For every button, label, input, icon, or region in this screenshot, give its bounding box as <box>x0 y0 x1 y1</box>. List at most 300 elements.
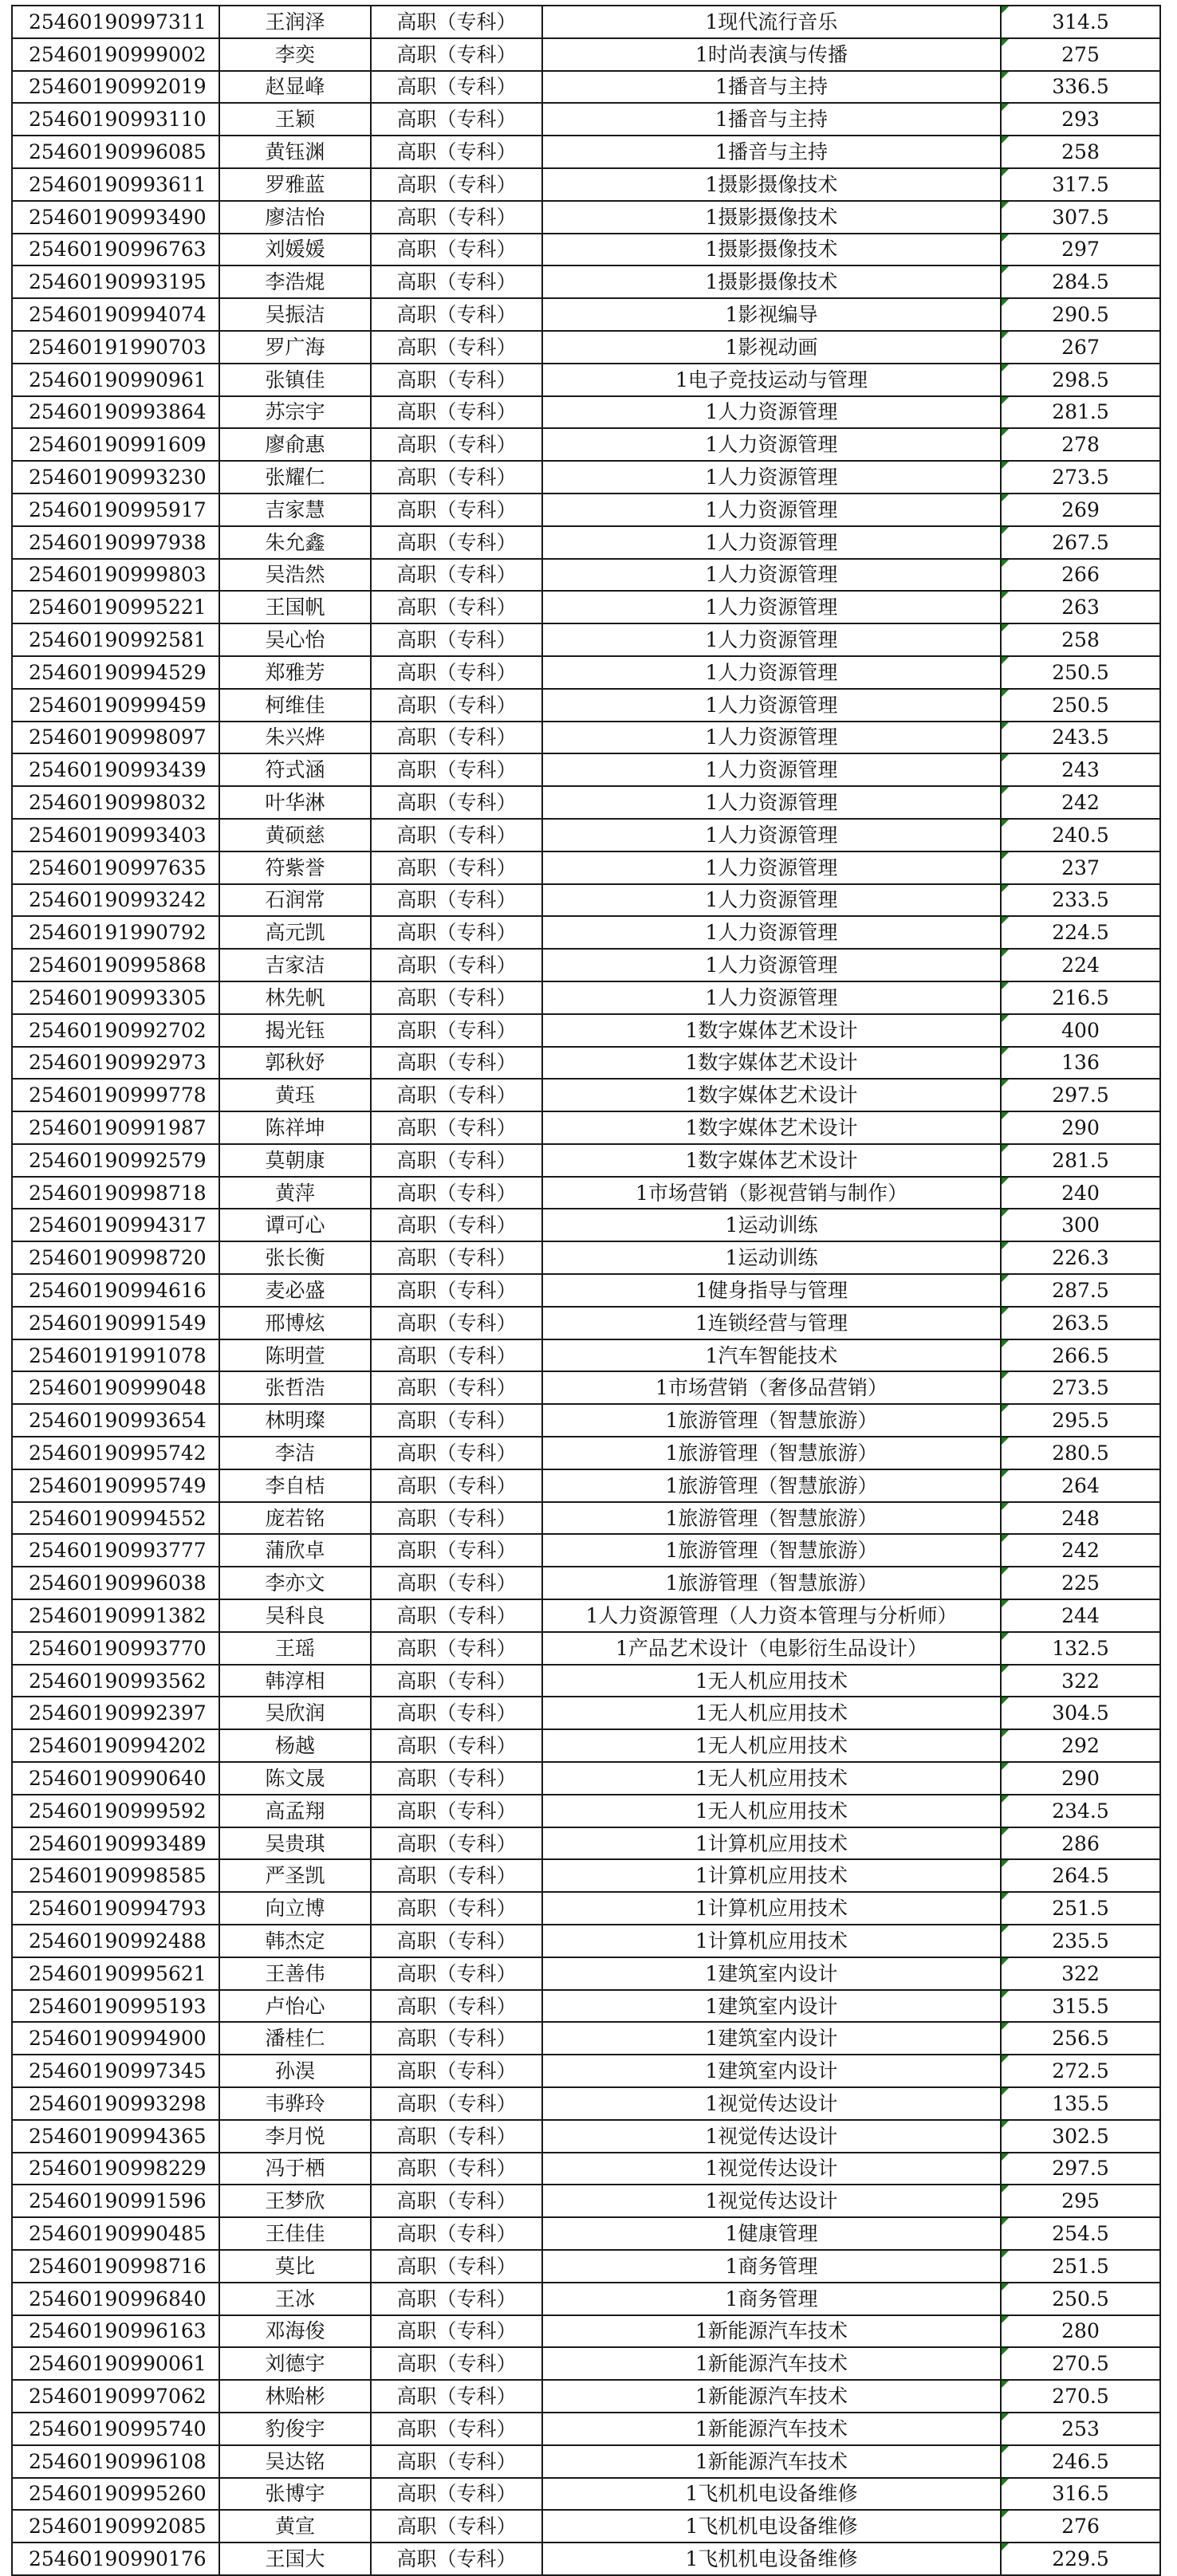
education-level-cell: 高职（专科） <box>371 2315 542 2348</box>
candidate-id-cell: 25460190997938 <box>12 526 219 559</box>
candidate-id-cell: 25460190993611 <box>12 168 219 201</box>
candidate-id-cell: 25460190991596 <box>12 2185 219 2217</box>
score-cell: 246.5 <box>1001 2445 1160 2478</box>
table-row <box>12 428 1160 461</box>
major-cell: 1计算机应用技术 <box>542 1892 1001 1925</box>
candidate-id-cell: 25460190994317 <box>12 1209 219 1241</box>
candidate-id-cell: 25460190992579 <box>12 1144 219 1177</box>
table-row <box>12 38 1160 71</box>
table-row <box>12 168 1160 201</box>
score-cell: 307.5 <box>1001 201 1160 234</box>
major-cell: 1产品艺术设计（电影衍生品设计） <box>542 1632 1001 1665</box>
student-name-cell: 庞若铭 <box>219 1502 371 1535</box>
student-name-cell: 刘德宇 <box>219 2347 371 2380</box>
major-cell: 1人力资源管理 <box>542 494 1001 526</box>
candidate-id-cell: 25460190997311 <box>12 6 219 38</box>
student-name-cell: 吉家洁 <box>219 949 371 981</box>
candidate-id-cell: 25460190996085 <box>12 136 219 168</box>
candidate-id-cell: 25460190995868 <box>12 949 219 981</box>
student-name-cell: 廖俞惠 <box>219 428 371 461</box>
education-level-cell: 高职（专科） <box>371 1990 542 2023</box>
student-name-cell: 王颖 <box>219 103 371 136</box>
student-name-cell: 李自桔 <box>219 1469 371 1502</box>
candidate-id-cell: 25460190990176 <box>12 2543 219 2575</box>
candidate-id-cell: 25460190990640 <box>12 1762 219 1795</box>
major-cell: 1数字媒体艺术设计 <box>542 1014 1001 1047</box>
score-cell: 286 <box>1001 1827 1160 1860</box>
score-cell: 224.5 <box>1001 916 1160 949</box>
score-cell: 250.5 <box>1001 656 1160 689</box>
candidate-id-cell: 25460190991549 <box>12 1307 219 1339</box>
table-row <box>12 265 1160 298</box>
candidate-id-cell: 25460190999048 <box>12 1371 219 1404</box>
major-cell: 1建筑室内设计 <box>542 2055 1001 2087</box>
education-level-cell: 高职（专科） <box>371 2087 542 2120</box>
major-cell: 1旅游管理（智慧旅游） <box>542 1502 1001 1535</box>
education-level-cell: 高职（专科） <box>371 916 542 949</box>
major-cell: 1无人机应用技术 <box>542 1795 1001 1827</box>
score-cell: 224 <box>1001 949 1160 981</box>
table-row <box>12 494 1160 526</box>
score-cell: 269 <box>1001 494 1160 526</box>
score-cell: 237 <box>1001 851 1160 884</box>
education-level-cell: 高职（专科） <box>371 2413 542 2445</box>
education-level-cell: 高职（专科） <box>371 103 542 136</box>
table-row <box>12 2315 1160 2348</box>
table-row <box>12 1437 1160 1469</box>
major-cell: 1人力资源管理 <box>542 526 1001 559</box>
score-cell: 254.5 <box>1001 2217 1160 2250</box>
candidate-id-cell: 25460190994552 <box>12 1502 219 1535</box>
table-row <box>12 2510 1160 2543</box>
student-name-cell: 吴贵琪 <box>219 1827 371 1860</box>
table-row <box>12 1795 1160 1827</box>
student-name-cell: 韦骅玲 <box>219 2087 371 2120</box>
score-cell: 258 <box>1001 623 1160 656</box>
major-cell: 1建筑室内设计 <box>542 1957 1001 1990</box>
table-row <box>12 1827 1160 1860</box>
table-row <box>12 559 1160 592</box>
table-row <box>12 722 1160 754</box>
education-level-cell: 高职（专科） <box>371 2478 542 2511</box>
education-level-cell: 高职（专科） <box>371 2153 542 2185</box>
candidate-id-cell: 25460190996108 <box>12 2445 219 2478</box>
student-name-cell: 孙淏 <box>219 2055 371 2087</box>
student-name-cell: 陈祥坤 <box>219 1111 371 1144</box>
candidate-id-cell: 25460190995749 <box>12 1469 219 1502</box>
candidate-id-cell: 25460190993305 <box>12 981 219 1014</box>
candidate-id-cell: 25460190999592 <box>12 1795 219 1827</box>
candidate-id-cell: 25460190995621 <box>12 1957 219 1990</box>
table-row <box>12 851 1160 884</box>
student-name-cell: 莫比 <box>219 2250 371 2283</box>
student-name-cell: 邓海俊 <box>219 2315 371 2348</box>
table-row <box>12 1534 1160 1567</box>
table-row <box>12 461 1160 494</box>
major-cell: 1商务管理 <box>542 2250 1001 2283</box>
education-level-cell: 高职（专科） <box>371 396 542 429</box>
candidate-id-cell: 25460190993298 <box>12 2087 219 2120</box>
student-name-cell: 揭光钰 <box>219 1014 371 1047</box>
student-name-cell: 王国帆 <box>219 591 371 623</box>
score-cell: 240 <box>1001 1177 1160 1209</box>
major-cell: 1新能源汽车技术 <box>542 2413 1001 2445</box>
candidate-id-cell: 25460190993864 <box>12 396 219 429</box>
score-cell: 229.5 <box>1001 2543 1160 2575</box>
candidate-id-cell: 25460190998032 <box>12 786 219 819</box>
candidate-id-cell: 25460190993242 <box>12 884 219 917</box>
major-cell: 1人力资源管理 <box>542 916 1001 949</box>
education-level-cell: 高职（专科） <box>371 1241 542 1274</box>
score-cell: 322 <box>1001 1957 1160 1990</box>
student-name-cell: 林明璨 <box>219 1404 371 1437</box>
candidate-id-cell: 25460190995740 <box>12 2413 219 2445</box>
score-cell: 280.5 <box>1001 1437 1160 1469</box>
table-row <box>12 1339 1160 1372</box>
student-name-cell: 罗雅蓝 <box>219 168 371 201</box>
score-cell: 243 <box>1001 753 1160 786</box>
score-cell: 132.5 <box>1001 1632 1160 1665</box>
major-cell: 1播音与主持 <box>542 103 1001 136</box>
major-cell: 1健康管理 <box>542 2217 1001 2250</box>
candidate-id-cell: 25460190995260 <box>12 2478 219 2511</box>
table-row <box>12 331 1160 364</box>
table-row <box>12 2250 1160 2283</box>
score-cell: 295 <box>1001 2185 1160 2217</box>
education-level-cell: 高职（专科） <box>371 2283 542 2315</box>
table-row <box>12 136 1160 168</box>
major-cell: 1飞机机电设备维修 <box>542 2510 1001 2543</box>
education-level-cell: 高职（专科） <box>371 331 542 364</box>
table-row <box>12 689 1160 722</box>
candidate-id-cell: 25460190998720 <box>12 1241 219 1274</box>
table-row <box>12 2413 1160 2445</box>
table-row <box>12 1469 1160 1502</box>
table-row <box>12 234 1160 266</box>
candidate-id-cell: 25460190993195 <box>12 265 219 298</box>
candidate-id-cell: 25460190998716 <box>12 2250 219 2283</box>
score-cell: 287.5 <box>1001 1274 1160 1307</box>
table-row <box>12 2347 1160 2380</box>
table-row <box>12 884 1160 917</box>
education-level-cell: 高职（专科） <box>371 1665 542 1697</box>
table-row <box>12 1111 1160 1144</box>
education-level-cell: 高职（专科） <box>371 6 542 38</box>
education-level-cell: 高职（专科） <box>371 1697 542 1729</box>
student-name-cell: 王善伟 <box>219 1957 371 1990</box>
candidate-id-cell: 25460190993770 <box>12 1632 219 1665</box>
major-cell: 1播音与主持 <box>542 136 1001 168</box>
candidate-id-cell: 25460190999002 <box>12 38 219 71</box>
student-name-cell: 符紫誉 <box>219 851 371 884</box>
candidate-id-cell: 25460190995917 <box>12 494 219 526</box>
candidate-id-cell: 25460190997345 <box>12 2055 219 2087</box>
education-level-cell: 高职（专科） <box>371 2022 542 2055</box>
education-level-cell: 高职（专科） <box>371 753 542 786</box>
student-name-cell: 苏宗宇 <box>219 396 371 429</box>
education-level-cell: 高职（专科） <box>371 1632 542 1665</box>
student-name-cell: 林贻彬 <box>219 2380 371 2413</box>
student-name-cell: 吴欣润 <box>219 1697 371 1729</box>
score-cell: 242 <box>1001 1534 1160 1567</box>
student-name-cell: 王梦欣 <box>219 2185 371 2217</box>
education-level-cell: 高职（专科） <box>371 1404 542 1437</box>
table-row <box>12 656 1160 689</box>
major-cell: 1新能源汽车技术 <box>542 2445 1001 2478</box>
major-cell: 1摄影摄像技术 <box>542 168 1001 201</box>
candidate-id-cell: 25460190992581 <box>12 623 219 656</box>
candidate-id-cell: 25460190996763 <box>12 234 219 266</box>
score-cell: 317.5 <box>1001 168 1160 201</box>
score-cell: 250.5 <box>1001 2283 1160 2315</box>
education-level-cell: 高职（专科） <box>371 1795 542 1827</box>
major-cell: 1人力资源管理 <box>542 396 1001 429</box>
candidate-id-cell: 25460190992019 <box>12 71 219 104</box>
table-row <box>12 1599 1160 1632</box>
table-row <box>12 2055 1160 2087</box>
score-cell: 264 <box>1001 1469 1160 1502</box>
education-level-cell: 高职（专科） <box>371 2055 542 2087</box>
student-name-cell: 邢博炫 <box>219 1307 371 1339</box>
score-cell: 316.5 <box>1001 2478 1160 2511</box>
score-cell: 251.5 <box>1001 1892 1160 1925</box>
major-cell: 1计算机应用技术 <box>542 1925 1001 1957</box>
table-row <box>12 1762 1160 1795</box>
table-row <box>12 396 1160 429</box>
education-level-cell: 高职（专科） <box>371 1177 542 1209</box>
score-cell: 304.5 <box>1001 1697 1160 1729</box>
student-name-cell: 黄珏 <box>219 1079 371 1111</box>
major-cell: 1市场营销（影视营销与制作） <box>542 1177 1001 1209</box>
score-cell: 284.5 <box>1001 265 1160 298</box>
table-row <box>12 981 1160 1014</box>
candidate-id-cell: 25460190997635 <box>12 851 219 884</box>
major-cell: 1播音与主持 <box>542 71 1001 104</box>
major-cell: 1人力资源管理 <box>542 722 1001 754</box>
student-name-cell: 高孟翔 <box>219 1795 371 1827</box>
education-level-cell: 高职（专科） <box>371 461 542 494</box>
table-row <box>12 591 1160 623</box>
major-cell: 1无人机应用技术 <box>542 1762 1001 1795</box>
candidate-id-cell: 25460191990792 <box>12 916 219 949</box>
major-cell: 1新能源汽车技术 <box>542 2315 1001 2348</box>
candidate-id-cell: 25460190993439 <box>12 753 219 786</box>
education-level-cell: 高职（专科） <box>371 2250 542 2283</box>
education-level-cell: 高职（专科） <box>371 1534 542 1567</box>
major-cell: 1摄影摄像技术 <box>542 265 1001 298</box>
table-row <box>12 786 1160 819</box>
student-name-cell: 张耀仁 <box>219 461 371 494</box>
student-name-cell: 吴浩然 <box>219 559 371 592</box>
table-row <box>12 71 1160 104</box>
candidate-id-cell: 25460190994365 <box>12 2120 219 2153</box>
student-name-cell: 豹俊宇 <box>219 2413 371 2445</box>
table-row <box>12 1241 1160 1274</box>
major-cell: 1人力资源管理 <box>542 461 1001 494</box>
major-cell: 1商务管理 <box>542 2283 1001 2315</box>
major-cell: 1运动训练 <box>542 1241 1001 1274</box>
score-cell: 248 <box>1001 1502 1160 1535</box>
score-cell: 275 <box>1001 38 1160 71</box>
student-name-cell: 张长衡 <box>219 1241 371 1274</box>
table-row <box>12 1892 1160 1925</box>
score-cell: 267 <box>1001 331 1160 364</box>
education-level-cell: 高职（专科） <box>371 1762 542 1795</box>
education-level-cell: 高职（专科） <box>371 2347 542 2380</box>
major-cell: 1旅游管理（智慧旅游） <box>542 1534 1001 1567</box>
education-level-cell: 高职（专科） <box>371 1339 542 1372</box>
student-name-cell: 王国大 <box>219 2543 371 2575</box>
score-cell: 266 <box>1001 559 1160 592</box>
student-name-cell: 李浩焜 <box>219 265 371 298</box>
candidate-id-cell: 25460190990061 <box>12 2347 219 2380</box>
score-cell: 322 <box>1001 1665 1160 1697</box>
table-row <box>12 916 1160 949</box>
student-name-cell: 李亦文 <box>219 1567 371 1599</box>
education-level-cell: 高职（专科） <box>371 2380 542 2413</box>
education-level-cell: 高职（专科） <box>371 851 542 884</box>
score-cell: 226.3 <box>1001 1241 1160 1274</box>
major-cell: 1影视编导 <box>542 298 1001 331</box>
education-level-cell: 高职（专科） <box>371 526 542 559</box>
major-cell: 1计算机应用技术 <box>542 1859 1001 1892</box>
candidate-id-cell: 25460190998718 <box>12 1177 219 1209</box>
major-cell: 1人力资源管理 <box>542 559 1001 592</box>
education-level-cell: 高职（专科） <box>371 2510 542 2543</box>
candidate-id-cell: 25460190991987 <box>12 1111 219 1144</box>
admission-score-table <box>11 5 1161 2576</box>
candidate-id-cell: 25460190993403 <box>12 819 219 851</box>
education-level-cell: 高职（专科） <box>371 1371 542 1404</box>
score-cell: 267.5 <box>1001 526 1160 559</box>
score-cell: 302.5 <box>1001 2120 1160 2153</box>
score-cell: 290.5 <box>1001 298 1160 331</box>
student-name-cell: 陈明萱 <box>219 1339 371 1372</box>
candidate-id-cell: 25460190997062 <box>12 2380 219 2413</box>
major-cell: 1人力资源管理 <box>542 851 1001 884</box>
student-name-cell: 黄萍 <box>219 1177 371 1209</box>
major-cell: 1人力资源管理（人力资本管理与分析师） <box>542 1599 1001 1632</box>
table-row <box>12 1371 1160 1404</box>
student-name-cell: 罗广海 <box>219 331 371 364</box>
major-cell: 1现代流行音乐 <box>542 6 1001 38</box>
education-level-cell: 高职（专科） <box>371 1729 542 1762</box>
candidate-id-cell: 25460190995193 <box>12 1990 219 2023</box>
major-cell: 1新能源汽车技术 <box>542 2380 1001 2413</box>
candidate-id-cell: 25460190999459 <box>12 689 219 722</box>
table-row <box>12 298 1160 331</box>
student-name-cell: 吴心怡 <box>219 623 371 656</box>
education-level-cell: 高职（专科） <box>371 1957 542 1990</box>
student-name-cell: 李奕 <box>219 38 371 71</box>
major-cell: 1电子竞技运动与管理 <box>542 364 1001 396</box>
table-row <box>12 753 1160 786</box>
score-cell: 270.5 <box>1001 2380 1160 2413</box>
candidate-id-cell: 25460190993654 <box>12 1404 219 1437</box>
candidate-id-cell: 25460190993230 <box>12 461 219 494</box>
education-level-cell: 高职（专科） <box>371 819 542 851</box>
table-row <box>12 2120 1160 2153</box>
score-cell: 281.5 <box>1001 1144 1160 1177</box>
candidate-id-cell: 25460191990703 <box>12 331 219 364</box>
student-name-cell: 吴达铭 <box>219 2445 371 2478</box>
table-row <box>12 1665 1160 1697</box>
student-name-cell: 潘桂仁 <box>219 2022 371 2055</box>
student-name-cell: 吴科良 <box>219 1599 371 1632</box>
candidate-id-cell: 25460190996163 <box>12 2315 219 2348</box>
major-cell: 1旅游管理（智慧旅游） <box>542 1404 1001 1437</box>
student-name-cell: 李洁 <box>219 1437 371 1469</box>
major-cell: 1数字媒体艺术设计 <box>542 1111 1001 1144</box>
major-cell: 1人力资源管理 <box>542 981 1001 1014</box>
student-name-cell: 卢怡心 <box>219 1990 371 2023</box>
table-row <box>12 1307 1160 1339</box>
candidate-id-cell: 25460190993562 <box>12 1665 219 1697</box>
major-cell: 1人力资源管理 <box>542 623 1001 656</box>
education-level-cell: 高职（专科） <box>371 136 542 168</box>
score-cell: 297.5 <box>1001 1079 1160 1111</box>
table-row <box>12 2185 1160 2217</box>
score-cell: 270.5 <box>1001 2347 1160 2380</box>
major-cell: 1旅游管理（智慧旅游） <box>542 1567 1001 1599</box>
score-cell: 242 <box>1001 786 1160 819</box>
candidate-id-cell: 25460190994900 <box>12 2022 219 2055</box>
education-level-cell: 高职（专科） <box>371 1567 542 1599</box>
score-cell: 251.5 <box>1001 2250 1160 2283</box>
education-level-cell: 高职（专科） <box>371 1469 542 1502</box>
education-level-cell: 高职（专科） <box>371 1827 542 1860</box>
major-cell: 1人力资源管理 <box>542 949 1001 981</box>
table-row <box>12 1567 1160 1599</box>
score-cell: 293 <box>1001 103 1160 136</box>
student-name-cell: 张镇佳 <box>219 364 371 396</box>
table-row <box>12 1990 1160 2023</box>
education-level-cell: 高职（专科） <box>371 234 542 266</box>
education-level-cell: 高职（专科） <box>371 623 542 656</box>
student-name-cell: 谭可心 <box>219 1209 371 1241</box>
candidate-id-cell: 25460190993110 <box>12 103 219 136</box>
table-row <box>12 1697 1160 1729</box>
table-row <box>12 949 1160 981</box>
major-cell: 1运动训练 <box>542 1209 1001 1241</box>
education-level-cell: 高职（专科） <box>371 71 542 104</box>
score-cell: 264.5 <box>1001 1859 1160 1892</box>
student-name-cell: 麦必盛 <box>219 1274 371 1307</box>
education-level-cell: 高职（专科） <box>371 1144 542 1177</box>
score-cell: 273.5 <box>1001 1371 1160 1404</box>
student-name-cell: 莫朝康 <box>219 1144 371 1177</box>
major-cell: 1摄影摄像技术 <box>542 201 1001 234</box>
score-cell: 292 <box>1001 1729 1160 1762</box>
table-row <box>12 1957 1160 1990</box>
major-cell: 1飞机机电设备维修 <box>542 2478 1001 2511</box>
major-cell: 1无人机应用技术 <box>542 1665 1001 1697</box>
candidate-id-cell: 25460190992397 <box>12 1697 219 1729</box>
major-cell: 1市场营销（奢侈品营销） <box>542 1371 1001 1404</box>
student-name-cell: 张博宇 <box>219 2478 371 2511</box>
student-name-cell: 黄钰渊 <box>219 136 371 168</box>
education-level-cell: 高职（专科） <box>371 1925 542 1957</box>
major-cell: 1视觉传达设计 <box>542 2087 1001 2120</box>
table-row <box>12 2283 1160 2315</box>
education-level-cell: 高职（专科） <box>371 1502 542 1535</box>
major-cell: 1摄影摄像技术 <box>542 234 1001 266</box>
student-name-cell: 高元凯 <box>219 916 371 949</box>
education-level-cell: 高职（专科） <box>371 2445 542 2478</box>
score-cell: 225 <box>1001 1567 1160 1599</box>
student-name-cell: 蒲欣卓 <box>219 1534 371 1567</box>
score-cell: 256.5 <box>1001 2022 1160 2055</box>
